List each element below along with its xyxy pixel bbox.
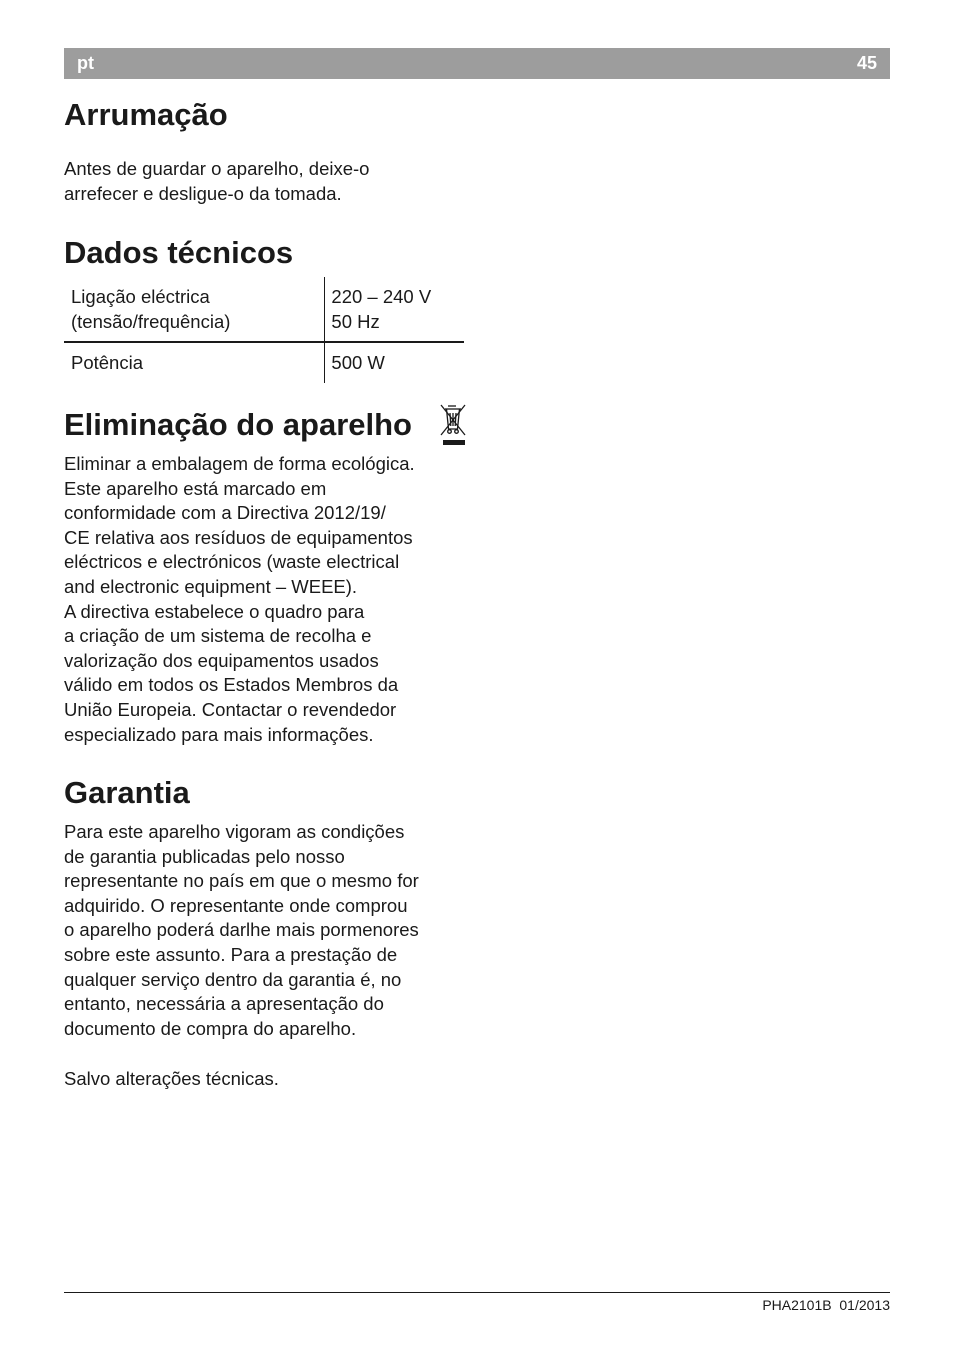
spec-label: [64, 277, 324, 341]
spec-label-line: Potência: [71, 352, 143, 373]
tech-data-heading: Dados técnicos: [64, 235, 294, 270]
table-row: [64, 343, 464, 383]
text-line: adquirido. O representante onde comprou: [64, 894, 408, 916]
language-code: pt: [77, 53, 94, 73]
text-line: Este aparelho está marcado em: [64, 477, 327, 499]
text-line: de garantia publicadas pelo nosso: [64, 845, 345, 867]
text-line: conformidade com a Directiva 2012/19/: [64, 502, 386, 524]
text-line: União Europeia. Contactar o revendedor: [64, 698, 397, 720]
spec-label-line: Ligação eléctrica: [71, 286, 210, 307]
text-line: válido em todos os Estados Membros da: [64, 674, 399, 696]
footer-info: [762, 1297, 890, 1313]
header-bar: [64, 48, 890, 79]
spec-value-line: 50 Hz: [331, 310, 380, 332]
spec-value-line: 220 – 240 V: [331, 286, 432, 307]
text-line: Eliminar a embalagem de forma ecológica.: [64, 453, 415, 474]
weee-crossed-bin-icon: [437, 402, 469, 446]
text-line: Antes de guardar o aparelho, deixe-o: [64, 158, 370, 179]
text-line: qualquer serviço dentro da garantia é, no: [64, 968, 402, 990]
spec-label-line: (tensão/frequência): [71, 310, 231, 332]
disposal-text: [64, 452, 474, 747]
text-line: Para este aparelho vigoram as condições: [64, 821, 405, 842]
text-line: arrefecer e desligue-o da tomada.: [64, 182, 342, 204]
text-line: and electronic equipment – WEEE).: [64, 575, 358, 597]
footer-divider: [64, 1292, 890, 1293]
disposal-heading: Eliminação do aparelho: [64, 407, 412, 442]
spec-value-line: 500 W: [331, 352, 385, 373]
text-line: sobre este assunto. Para a prestação de: [64, 943, 398, 965]
warranty-text: [64, 820, 474, 1041]
text-line: documento de compra do aparelho.: [64, 1017, 357, 1039]
tech-data-table: [64, 277, 464, 383]
storage-text: [64, 157, 474, 206]
text-line: eléctricos e electrónicos (waste electrical: [64, 551, 400, 573]
text-line: CE relativa aos resíduos de equipamentos: [64, 526, 413, 548]
edition-date: 01/2013: [839, 1297, 890, 1313]
page-number: 45: [856, 53, 877, 73]
spec-value: [324, 277, 464, 341]
technical-changes-note: Salvo alterações técnicas.: [64, 1068, 279, 1089]
text-line: entanto, necessária a apresentação do: [64, 993, 384, 1015]
text-line: valorização dos equipamentos usados: [64, 649, 379, 671]
model-number: PHA2101B: [762, 1297, 832, 1313]
warranty-heading: Garantia: [64, 775, 190, 810]
table-row: [64, 277, 464, 343]
text-line: especializado para mais informações.: [64, 723, 374, 745]
storage-heading: Arrumação: [64, 97, 228, 132]
text-line: o aparelho poderá darlhe mais pormenores: [64, 919, 419, 941]
text-line: A directiva estabelece o quadro para: [64, 600, 365, 622]
spec-label: [64, 343, 324, 383]
spec-value: [324, 343, 464, 383]
text-line: a criação de um sistema de recolha e: [64, 625, 372, 647]
text-line: representante no país em que o mesmo for: [64, 870, 419, 892]
